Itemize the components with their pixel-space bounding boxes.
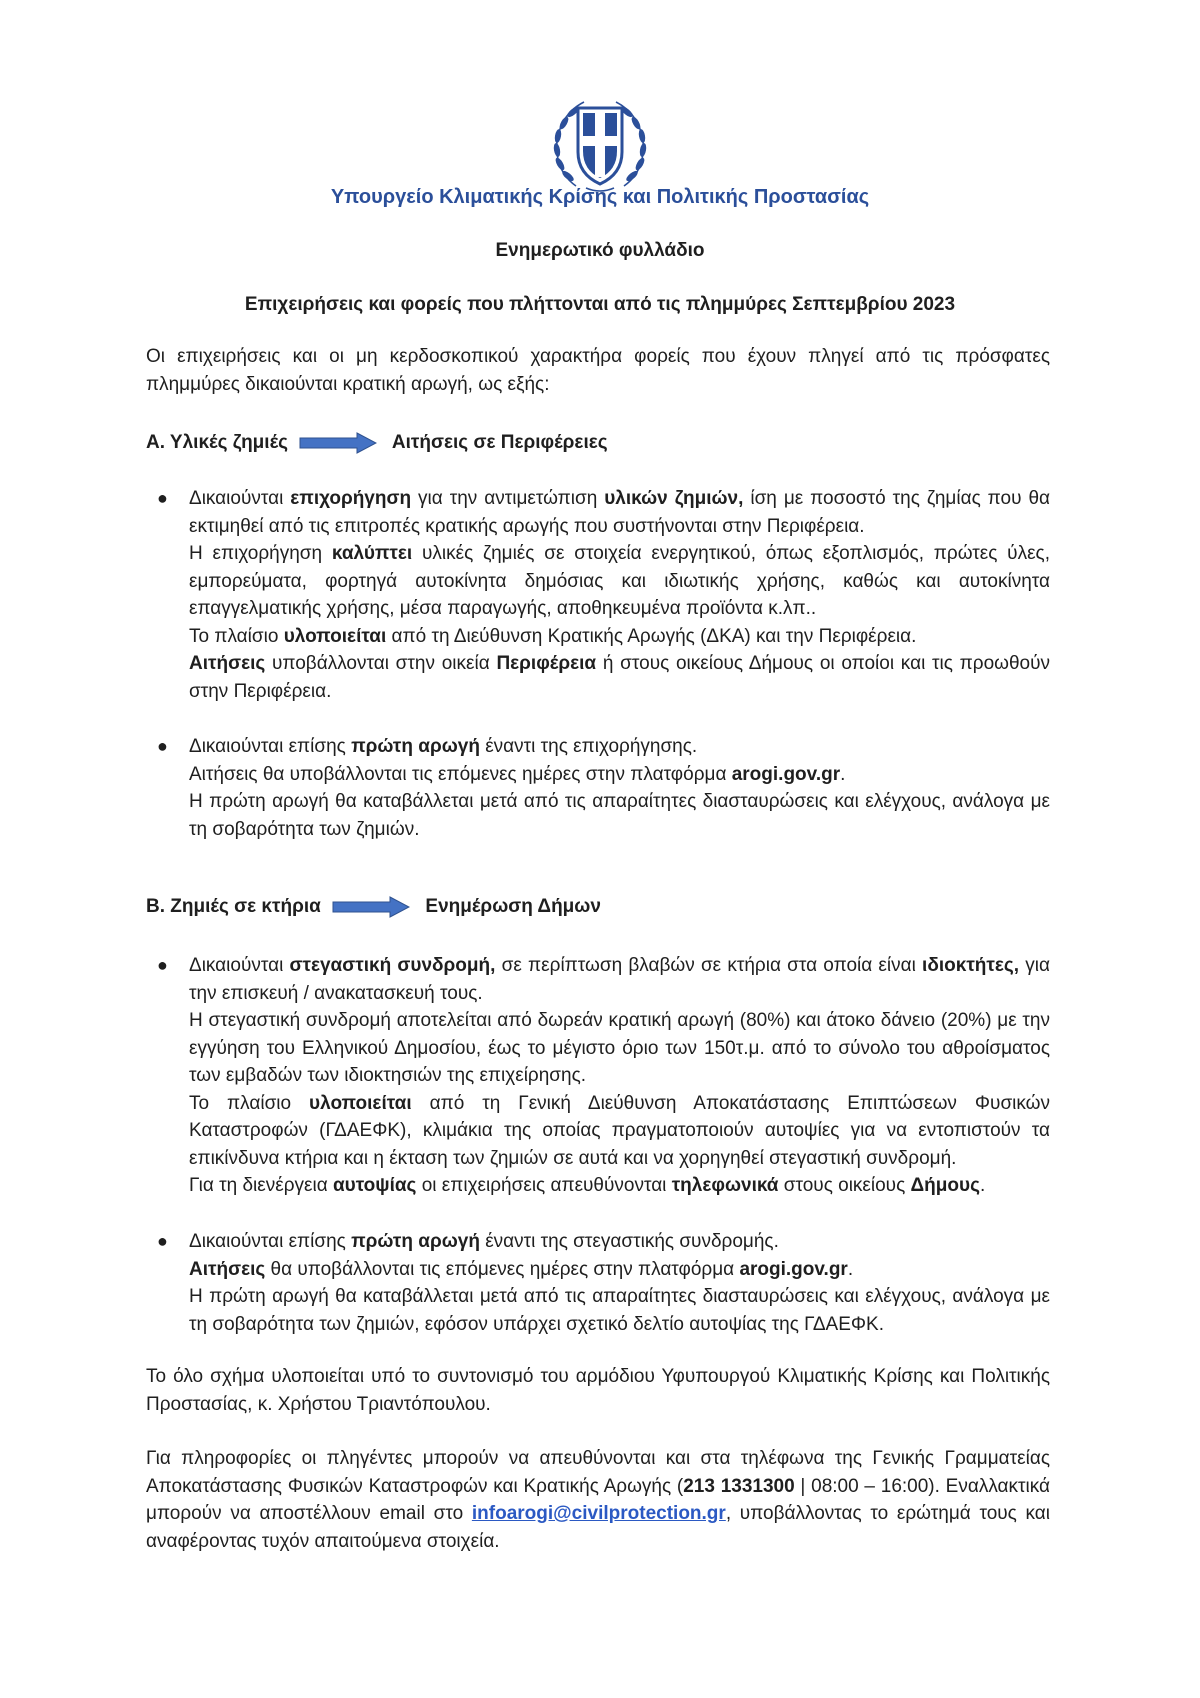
- list-item-paragraph: Η πρώτη αρωγή θα καταβάλλεται μετά από τις απαραίτητες διασταυρώσεις και ελέγχους, ανάλογα με τη σοβαρότητα των ζημιών, εφόσον υπάρχει σχετικό δελτίο αυτοψίας της ΓΔΑΕΦΚ.: [189, 1286, 1050, 1335]
- list-item-paragraph: Το πλαίσιο υλοποιείται από τη Διεύθυνση Κρατικής Αρωγής (ΔΚΑ) και την Περιφέρεια.: [189, 625, 917, 647]
- section-b-heading: [146, 896, 601, 918]
- right-arrow-icon: [299, 432, 377, 454]
- closing-paragraph: Το όλο σχήμα υλοποιείται υπό το συντονισμό του αρμόδιου Υφυπουργού Κλιματικής Κρίσης και Πολιτικής Προστασίας, κ. Χρήστου Τριαντόπουλου.: [146, 1366, 1050, 1415]
- contact-paragraph: Για πληροφορίες οι πληγέντες μπορούν να απευθύνονται και στα τηλέφωνα της Γενικής Γραμματείας Αποκατάστασης Φυσικών Καταστροφών και Κρατικής Αρωγής (213 1331300 | 08:00 – 16:00). Εναλλακτικά μπορούν να αποστέλλουν email στο infoarogi@civilprotection.gr, υποβάλλοντας το ερώτημά τους και αναφέροντας τυχόν απαιτούμενα στοιχεία.: [146, 1448, 1051, 1552]
- bullet-dot-icon: ●: [157, 955, 168, 975]
- section-a-bullet-2: [189, 733, 1050, 843]
- section-b-title: Β. Ζημιές σε κτήρια: [146, 896, 321, 918]
- email-link[interactable]: infoarogi@civilprotection.gr: [471, 1503, 726, 1524]
- list-item-paragraph: Δικαιούνται στεγαστική συνδρομή, σε περίπτωση βλαβών σε κτήρια στα οποία είναι ιδιοκτήτες, για την επισκευή / ανακατασκευή τους.: [189, 955, 1050, 1004]
- section-b-bullet-1: [189, 952, 1050, 1200]
- section-a-action: Αιτήσεις σε Περιφέρειες: [391, 432, 608, 454]
- list-item-paragraph: Δικαιούνται επίσης πρώτη αρωγή έναντι της στεγαστικής συνδρομής.: [189, 1231, 779, 1252]
- section-b-bullet-2: [189, 1228, 1050, 1338]
- ministry-name: Υπουργείο Κλιματικής Κρίσης και Πολιτικής Προστασίας: [330, 186, 870, 208]
- section-a-title: Α. Υλικές ζημιές: [146, 432, 289, 454]
- bullet-dot-icon: ●: [157, 1231, 168, 1251]
- document-type-title: Ενημερωτικό φυλλάδιο: [495, 240, 705, 261]
- bullet-dot-icon: ●: [157, 736, 168, 756]
- bullet-dot-icon: ●: [157, 488, 168, 508]
- list-item-paragraph: Δικαιούνται επίσης πρώτη αρωγή έναντι της επιχορήγησης.: [189, 736, 698, 757]
- document-subject-title: Επιχειρήσεις και φορείς που πλήττονται από τις πλημμύρες Σεπτεμβρίου 2023: [244, 294, 956, 315]
- phone-number: 213 1331300: [683, 1475, 795, 1497]
- list-item-paragraph: Η επιχορήγηση καλύπτει υλικές ζημιές σε στοιχεία ενεργητικού, όπως εξοπλισμός, πρώτες ύλες, εμπορεύματα, φορτηγά αυτοκίνητα δημόσιας και ιδιωτικής χρήσης, καθώς και αυτοκίνητα επαγγελματικής χρήσης, μέσα παραγωγής, αποθηκευμένα προϊόντα κ.λπ..: [189, 543, 1050, 619]
- list-item-paragraph: Αιτήσεις θα υποβάλλονται τις επόμενες ημέρες στην πλατφόρμα arogi.gov.gr.: [189, 763, 846, 785]
- list-item-paragraph: Αιτήσεις θα υποβάλλονται τις επόμενες ημέρες στην πλατφόρμα arogi.gov.gr.: [189, 1258, 854, 1280]
- intro-paragraph: Οι επιχειρήσεις και οι μη κερδοσκοπικού χαρακτήρα φορείς που έχουν πληγεί από τις πρόσφατες πλημμύρες δικαιούνται κρατική αρωγή, ως εξής:: [146, 346, 1050, 395]
- right-arrow-icon: [332, 896, 410, 918]
- list-item-paragraph: Το πλαίσιο υλοποιείται από τη Γενική Διεύθυνση Αποκατάστασης Επιπτώσεων Φυσικών Καταστροφών (ΓΔΑΕΦΚ), κλιμάκια της οποίας πραγματοποιούν αυτοψίες για να εντοπιστούν τα επικίνδυνα κτήρια και η έκταση των ζημιών σε αυτά και να χορηγηθεί στεγαστική συνδρομή.: [189, 1092, 1050, 1169]
- list-item-paragraph: Αιτήσεις υποβάλλονται στην οικεία Περιφέρεια ή στους οικείους Δήμους οι οποίοι και τις προωθούν στην Περιφέρεια.: [189, 653, 1050, 702]
- list-item-paragraph: Η πρώτη αρωγή θα καταβάλλεται μετά από τις απαραίτητες διασταυρώσεις και ελέγχους, ανάλογα με τη σοβαρότητα των ζημιών.: [189, 791, 1050, 840]
- section-a-bullet-1: [189, 485, 1050, 705]
- section-a-heading: [146, 432, 608, 454]
- list-item-paragraph: Η στεγαστική συνδρομή αποτελείται από δωρεάν κρατική αρωγή (80%) και άτοκο δάνειο (20%) με την εγγύηση του Ελληνικού Δημοσίου, έως το μέγιστο όριο των 150τ.μ. από το σύνολο του αθροίσματος των εμβαδών των ιδιοκτησιών της επιχείρησης.: [189, 1010, 1050, 1086]
- list-item-paragraph: Για τη διενέργεια αυτοψίας οι επιχειρήσεις απευθύνονται τηλεφωνικά στους οικείους Δήμους.: [189, 1175, 986, 1196]
- list-item-paragraph: Δικαιούνται επιχορήγηση για την αντιμετώπιση υλικών ζημιών, ίση με ποσοστό της ζημίας που θα εκτιμηθεί από τις επιτροπές κρατικής αρωγής που συστήνονται στην Περιφέρεια.: [189, 488, 1050, 537]
- section-b-action: Ενημέρωση Δήμων: [425, 896, 601, 918]
